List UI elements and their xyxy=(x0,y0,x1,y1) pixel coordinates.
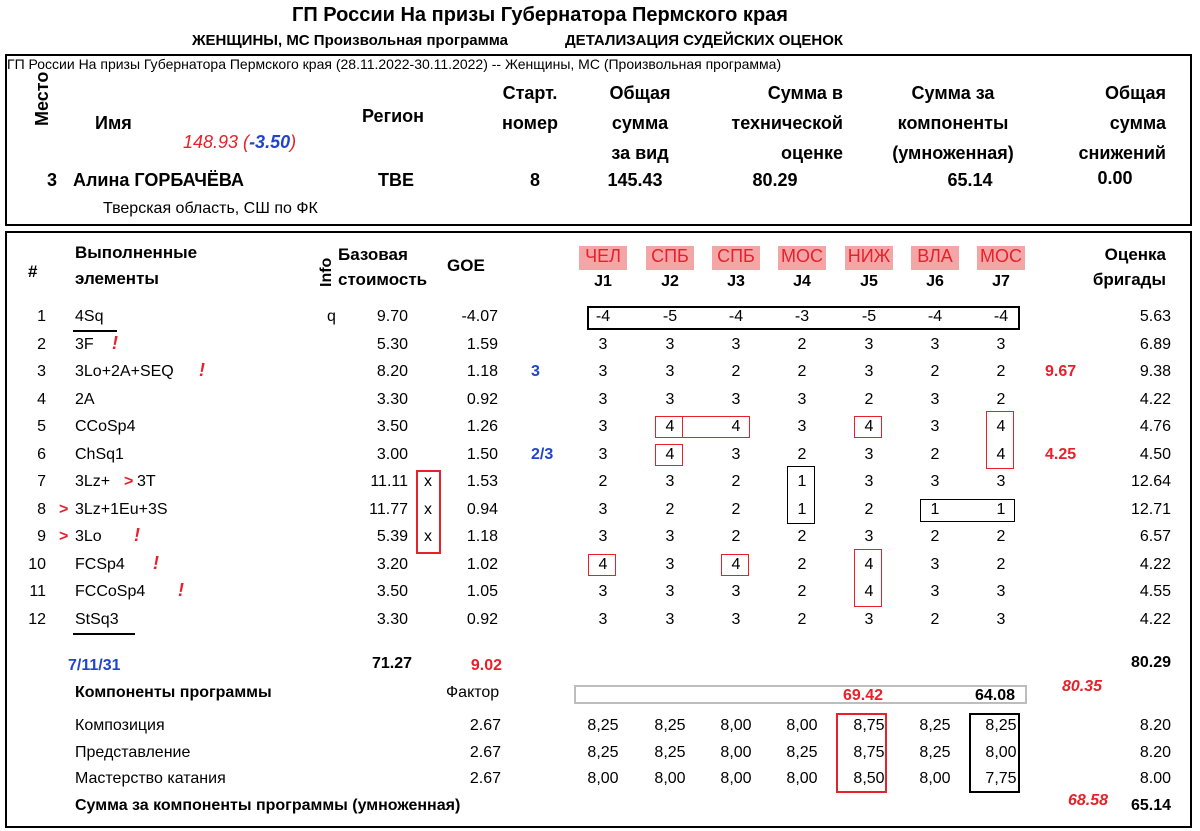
judge-score: 3 xyxy=(996,583,1006,600)
component-judge-score: 7,75 xyxy=(985,770,1017,787)
judge-score: 3 xyxy=(665,610,675,628)
judge-score: 2 xyxy=(996,528,1006,545)
component-panel-score: 8.00 xyxy=(1139,770,1171,787)
component-judge-score: 8,00 xyxy=(786,770,818,787)
judge-region: СПБ xyxy=(651,246,689,266)
element-bonus-x: x xyxy=(424,500,432,518)
judge-score: 2 xyxy=(731,473,741,490)
j5-components-highlight xyxy=(836,713,887,793)
judge-score: -3 xyxy=(794,308,810,325)
judge-score: 3 xyxy=(797,418,807,435)
judge-score: 3 xyxy=(731,335,741,353)
col-panel-header-1: Оценка xyxy=(1104,245,1166,264)
judge-score: 2 xyxy=(930,528,940,545)
judge-score: 3 xyxy=(864,473,874,490)
element-note: 3 xyxy=(531,363,540,380)
element-goe: 0.92 xyxy=(466,610,498,628)
component-factor: 2.67 xyxy=(469,770,501,787)
judge-score: 2 xyxy=(930,363,940,380)
judge-score: 2 xyxy=(996,390,1006,408)
judge-label: J4 xyxy=(793,273,811,290)
component-panel-score: 8.20 xyxy=(1139,717,1171,734)
judge-score: 4 xyxy=(996,445,1006,463)
components-j5-sum: 69.42 xyxy=(842,687,884,704)
component-judge-score: 8,75 xyxy=(853,717,885,734)
component-judge-score: 8,25 xyxy=(985,717,1017,734)
element-goe: 1.18 xyxy=(466,363,498,380)
skater-deductions: 0.00 xyxy=(1097,168,1133,188)
element-goe: 1.53 xyxy=(466,473,498,490)
judge-score: 4 xyxy=(996,418,1006,435)
element-panel-score: 4.22 xyxy=(1139,610,1171,628)
judge-score: 4 xyxy=(665,418,675,435)
judge-score: 3 xyxy=(665,555,675,573)
edge-warning-mark: ! xyxy=(199,360,205,380)
judge-score: 1 xyxy=(797,500,807,518)
element-number: 2 xyxy=(37,335,46,353)
element-number: 7 xyxy=(37,473,46,490)
tes-alt-total: 80.35 xyxy=(1062,678,1103,695)
element-base-value: 3.50 xyxy=(376,418,408,435)
component-panel-score: 8.20 xyxy=(1139,743,1171,761)
element-goe: 1.26 xyxy=(466,418,498,435)
judge-score: -4 xyxy=(728,308,744,325)
components-sum-label: Сумма за компоненты программы (умноженная) xyxy=(75,797,461,814)
judge-score: 3 xyxy=(731,390,741,408)
component-judge-score: 8,00 xyxy=(985,743,1017,761)
element-panel-score: 4.50 xyxy=(1139,445,1171,463)
component-factor: 2.67 xyxy=(469,743,501,761)
component-judge-score: 8,25 xyxy=(587,717,619,734)
judge-score: -4 xyxy=(993,308,1009,325)
component-judge-score: 8,00 xyxy=(587,770,619,787)
col-goe-header: GOE xyxy=(447,256,485,275)
element-goe: 1.02 xyxy=(466,555,498,573)
col-num-header: # xyxy=(28,262,38,281)
element-base-value: 8.20 xyxy=(376,363,408,380)
element-name: FCCoSp4 xyxy=(75,583,146,600)
judge-score: 4 xyxy=(731,555,741,573)
alt-total-score xyxy=(183,132,296,153)
element-number: 5 xyxy=(37,418,46,435)
judge-score: 4 xyxy=(665,445,675,463)
components-factor-label: Фактор xyxy=(446,684,500,701)
component-name: Мастерство катания xyxy=(75,770,226,787)
judge-score: 3 xyxy=(996,335,1006,353)
judge-score-highlight xyxy=(854,416,882,438)
alt-total-diff: -3.50 xyxy=(249,132,291,152)
judge-score: 1 xyxy=(996,500,1006,518)
element-base-value: 11.77 xyxy=(369,500,408,518)
col-comp-header-2: компоненты xyxy=(897,113,1009,133)
element-base-value: 3.30 xyxy=(376,390,408,408)
judge-score: 4 xyxy=(864,418,874,435)
judge-label: J3 xyxy=(727,273,745,290)
edge-warning-mark: ! xyxy=(134,525,140,545)
element-underline xyxy=(73,633,135,635)
judge-score: 3 xyxy=(864,528,874,545)
judge-label: J7 xyxy=(992,273,1010,290)
underrotation-mark: > xyxy=(59,528,69,545)
components-sum: 65.14 xyxy=(1130,797,1171,814)
judge-score-highlight xyxy=(655,444,683,466)
skater-tes: 80.29 xyxy=(752,170,798,190)
element-number: 11 xyxy=(29,583,46,600)
judge-score: 2 xyxy=(797,610,807,628)
element-base-value: 11.11 xyxy=(370,473,408,490)
element-base-value: 3.50 xyxy=(376,583,408,600)
element-panel-score: 9.38 xyxy=(1139,363,1171,380)
element-panel-score: 6.89 xyxy=(1139,335,1171,353)
judge-score: -5 xyxy=(662,308,678,325)
component-judge-score: 8,25 xyxy=(919,743,951,761)
judge-region: ВЛА xyxy=(917,246,953,266)
col-comp-header-3: (умноженная) xyxy=(892,143,1014,163)
col-info-header: Info xyxy=(318,257,335,287)
col-base-header-1: Базовая xyxy=(338,245,408,264)
judge-score: 3 xyxy=(598,390,608,408)
judge-region: МОС xyxy=(781,246,823,266)
element-name-part2: 3T xyxy=(137,473,156,490)
judge-score-highlight xyxy=(655,416,750,438)
judge-score: 3 xyxy=(864,445,874,463)
element-underline xyxy=(73,330,117,332)
element-name: ChSq1 xyxy=(75,445,124,463)
col-region-header: Регион xyxy=(362,106,424,126)
page-title: ГП России На призы Губернатора Пермского края xyxy=(292,4,788,26)
judge-score: 4 xyxy=(731,418,741,435)
event-line: ГП России На призы Губернатора Пермского края (28.11.2022-30.11.2022) -- Женщины, МС (Произвольная программа) xyxy=(7,56,782,72)
components-sum-alt: 68.58 xyxy=(1068,792,1109,809)
judge-score: 3 xyxy=(930,335,940,353)
page-subtitle-left: ЖЕНЩИНЫ, МС Произвольная программа xyxy=(192,32,508,49)
skater-region: ТВЕ xyxy=(378,170,414,190)
element-name: 3Lz+ xyxy=(75,473,111,490)
component-judge-score: 8,25 xyxy=(587,743,619,761)
component-name: Представление xyxy=(75,743,191,761)
judge-score: 2 xyxy=(797,583,807,600)
component-judge-score: 8,00 xyxy=(720,717,752,734)
alt-total-value: 148.93 ( xyxy=(183,132,250,152)
element-base-value: 5.30 xyxy=(376,335,408,353)
judge-score: 4 xyxy=(864,555,874,573)
element-name: 3Lo+2A+SEQ xyxy=(75,363,174,380)
element-goe: -4.07 xyxy=(461,308,498,325)
judge-score: 3 xyxy=(731,610,741,628)
judge-label: J2 xyxy=(661,273,679,290)
judge-score: 3 xyxy=(864,610,874,628)
base-value-total: 71.27 xyxy=(371,655,412,672)
judge-score-highlight xyxy=(986,411,1014,469)
col-tech-header-1: Сумма в xyxy=(767,83,843,103)
col-comp-header-1: Сумма за xyxy=(911,83,995,103)
element-number: 3 xyxy=(37,363,46,380)
element-name: 2A xyxy=(75,390,95,408)
judge-score: 4 xyxy=(864,583,874,600)
col-panel-header-2: бригады xyxy=(1092,270,1166,289)
col-ded-header-3: снижений xyxy=(1078,143,1166,163)
judge-score: 3 xyxy=(665,583,675,600)
element-name: 3F xyxy=(75,335,94,353)
element-number: 10 xyxy=(28,555,46,573)
element-panel-score: 4.22 xyxy=(1139,390,1171,408)
judge-score: 3 xyxy=(598,445,608,463)
judge-score-lowlight xyxy=(787,466,815,524)
element-panel-score: 12.64 xyxy=(1130,473,1171,490)
judge-score: 2 xyxy=(864,500,874,518)
element-panel-score: 12.71 xyxy=(1130,500,1171,518)
judge-score-lowlight xyxy=(920,499,1015,522)
judge-score: 3 xyxy=(930,390,940,408)
skater-total-score: 145.43 xyxy=(607,170,663,190)
element-name: 4Sq xyxy=(75,308,104,325)
judge-score: 3 xyxy=(665,363,675,380)
col-start-header-2: номер xyxy=(502,113,558,133)
judge-label: J6 xyxy=(926,273,944,290)
judge-score: 2 xyxy=(731,363,741,380)
judge-score-highlight xyxy=(721,554,749,576)
col-element-header-1: Выполненные xyxy=(75,243,198,262)
component-judge-score: 8,25 xyxy=(654,717,686,734)
element-note: 2/3 xyxy=(531,445,554,463)
component-judge-score: 8,25 xyxy=(654,743,686,761)
col-name-header: Имя xyxy=(95,113,132,133)
skater-name: Алина ГОРБАЧЁВА xyxy=(73,170,245,190)
col-total-header-1: Общая xyxy=(609,83,671,103)
edge-warning-mark: ! xyxy=(112,332,118,353)
judge-score: 2 xyxy=(797,363,807,380)
j-row1-box xyxy=(587,306,1020,330)
judge-score: 1 xyxy=(797,473,807,490)
judge-score: 2 xyxy=(665,500,675,518)
component-judge-score: 8,75 xyxy=(853,743,885,761)
judge-score: 3 xyxy=(598,528,608,545)
component-judge-score: 8,50 xyxy=(853,770,885,787)
component-name: Композиция xyxy=(75,717,165,734)
judge-region: МОС xyxy=(980,246,1022,266)
judge-score: 2 xyxy=(996,555,1006,573)
judge-score: 2 xyxy=(731,528,741,545)
judge-score: 3 xyxy=(731,445,741,463)
judge-score: 4 xyxy=(598,555,608,573)
components-j7-sum: 64.08 xyxy=(974,687,1016,704)
skater-place: 3 xyxy=(47,170,58,190)
judge-score: 3 xyxy=(598,500,608,518)
element-base-value: 5.39 xyxy=(376,528,408,545)
element-number: 8 xyxy=(37,500,46,518)
element-panel-score: 6.57 xyxy=(1139,528,1171,545)
element-goe: 1.59 xyxy=(466,335,498,353)
element-number: 12 xyxy=(28,610,46,628)
judge-region: НИЖ xyxy=(847,246,891,266)
component-judge-score: 8,00 xyxy=(919,770,951,787)
judge-score: 2 xyxy=(731,500,741,518)
element-panel-score: 5.63 xyxy=(1139,308,1171,325)
judge-score: 3 xyxy=(930,418,940,435)
element-number: 9 xyxy=(37,528,46,545)
col-element-header-2: элементы xyxy=(75,269,159,288)
element-number: 1 xyxy=(37,308,46,325)
element-alt-score: 4.25 xyxy=(1045,445,1077,463)
j7-components-highlight xyxy=(969,713,1020,793)
judge-score: 2 xyxy=(797,528,807,545)
judge-score: 2 xyxy=(930,610,940,628)
col-start-header-1: Старт. xyxy=(502,83,558,103)
element-name: StSq3 xyxy=(75,610,119,628)
judge-score: 3 xyxy=(598,335,608,353)
judge-score: 3 xyxy=(996,473,1006,490)
goe-total: 9.02 xyxy=(470,657,502,674)
judge-score-highlight xyxy=(588,554,616,576)
element-base-value: 3.30 xyxy=(376,610,408,628)
judge-score: 1 xyxy=(930,500,940,518)
col-tech-header-2: технической xyxy=(731,113,843,133)
element-goe: 1.05 xyxy=(466,583,498,600)
edge-warning-mark: ! xyxy=(153,552,159,573)
element-goe: 0.92 xyxy=(466,390,498,408)
col-place-header: Место xyxy=(32,71,52,126)
page-subtitle-right: ДЕТАЛИЗАЦИЯ СУДЕЙСКИХ ОЦЕНОК xyxy=(565,32,844,49)
component-judge-score: 8,25 xyxy=(919,717,951,734)
edge-warning-mark: ! xyxy=(178,580,184,600)
judge-score: 2 xyxy=(996,363,1006,380)
underrotation-mark: > xyxy=(124,473,134,490)
judge-score: 3 xyxy=(598,418,608,435)
element-alt-score: 9.67 xyxy=(1045,363,1077,380)
judge-region: СПБ xyxy=(717,246,755,266)
alt-total-close: ) xyxy=(290,132,297,152)
judge-score: 3 xyxy=(996,610,1006,628)
col-ded-header-2: сумма xyxy=(1109,113,1166,133)
judge-score: -5 xyxy=(861,308,877,325)
tes-total: 80.29 xyxy=(1130,654,1171,671)
element-panel-score: 4.76 xyxy=(1139,418,1171,435)
col-tech-header-3: оценке xyxy=(781,143,843,163)
judge-score: 2 xyxy=(797,445,807,463)
element-number: 6 xyxy=(37,445,46,463)
judge-label: J1 xyxy=(594,273,612,290)
element-goe: 1.50 xyxy=(466,445,498,463)
judge-score: 3 xyxy=(665,390,675,408)
element-bonus-x: x xyxy=(424,528,432,545)
col-base-header-2: стоимость xyxy=(338,270,428,289)
col-total-header-3: за вид xyxy=(611,143,669,163)
component-factor: 2.67 xyxy=(469,717,501,734)
components-title: Компоненты программы xyxy=(75,684,272,701)
element-goe: 0.94 xyxy=(466,500,498,518)
element-name: FCSp4 xyxy=(75,555,125,573)
element-info: q xyxy=(327,308,336,325)
element-panel-score: 4.55 xyxy=(1139,583,1171,600)
judge-score: 3 xyxy=(598,610,608,628)
judge-score: 2 xyxy=(864,390,874,408)
judge-region: ЧЕЛ xyxy=(585,246,621,266)
underrotation-mark: > xyxy=(59,500,69,518)
judge-label: J5 xyxy=(860,273,878,290)
judge-score: 3 xyxy=(864,335,874,353)
judge-score: 3 xyxy=(930,473,940,490)
element-bonus-x: x xyxy=(424,473,432,490)
col-ded-header-1: Общая xyxy=(1104,83,1166,103)
component-judge-score: 8,25 xyxy=(786,743,818,761)
skater-club: Тверская область, СШ по ФК xyxy=(103,200,318,217)
element-base-value: 3.20 xyxy=(376,555,408,573)
element-goe: 1.18 xyxy=(466,528,498,545)
element-number: 4 xyxy=(37,390,46,408)
skater-start-number: 8 xyxy=(529,170,540,190)
judge-score: 3 xyxy=(598,363,608,380)
judge-score: 3 xyxy=(598,583,608,600)
element-name: CCoSp4 xyxy=(75,418,136,435)
component-judge-score: 8,00 xyxy=(720,770,752,787)
skater-pcs: 65.14 xyxy=(947,170,993,190)
element-panel-score: 4.22 xyxy=(1139,555,1171,573)
levels-total: 7/11/31 xyxy=(68,657,121,674)
judge-score: 3 xyxy=(731,583,741,600)
judge-score: -4 xyxy=(595,308,611,325)
judge-score: 3 xyxy=(864,363,874,380)
judge-score: 2 xyxy=(797,335,807,353)
judge-score: 3 xyxy=(665,473,675,490)
component-judge-score: 8,00 xyxy=(720,743,752,761)
element-base-value: 3.00 xyxy=(376,445,408,463)
col-total-header-2: сумма xyxy=(611,113,669,133)
judge-score: 2 xyxy=(598,473,608,490)
judge-score: 3 xyxy=(665,335,675,353)
element-name: 3Lz+1Eu+3S xyxy=(75,500,168,518)
element-name: 3Lo xyxy=(75,528,102,545)
judge-score: -4 xyxy=(927,308,943,325)
judge-score: 3 xyxy=(665,528,675,545)
judge-score-highlight xyxy=(854,549,882,607)
judge-score: 2 xyxy=(930,445,940,463)
second-half-bonus-box xyxy=(416,470,441,554)
judge-score: 3 xyxy=(797,390,807,408)
element-base-value: 9.70 xyxy=(376,308,408,325)
component-judge-score: 8,00 xyxy=(786,717,818,734)
judge-score: 3 xyxy=(930,583,940,600)
component-judge-score: 8,00 xyxy=(654,770,686,787)
judge-score: 3 xyxy=(930,555,940,573)
judge-score: 2 xyxy=(797,555,807,573)
